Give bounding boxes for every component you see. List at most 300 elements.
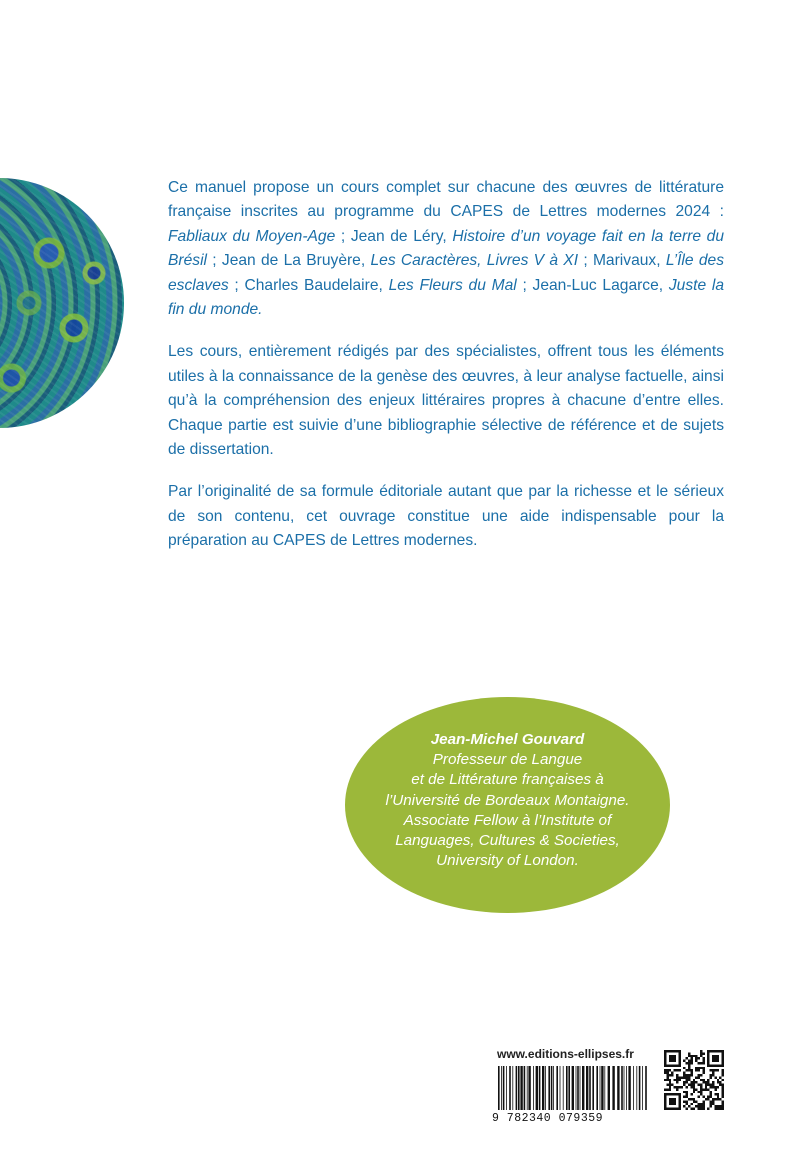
qr-module	[683, 1067, 685, 1069]
qr-module	[707, 1050, 709, 1052]
qr-module	[707, 1088, 709, 1090]
barcode-bar	[576, 1066, 577, 1110]
qr-module	[705, 1081, 707, 1083]
author-bio-line: l’Université de Bordeaux Montaigne.	[385, 791, 630, 809]
qr-module	[717, 1108, 719, 1110]
qr-module	[664, 1103, 666, 1105]
qr-module	[664, 1100, 666, 1102]
qr-module	[714, 1105, 716, 1107]
qr-module	[722, 1069, 724, 1071]
qr-module	[664, 1050, 666, 1052]
qr-module	[678, 1050, 680, 1052]
qr-module	[669, 1074, 671, 1076]
qr-module	[695, 1105, 697, 1107]
qr-module	[666, 1084, 668, 1086]
qr-module	[722, 1050, 724, 1052]
qr-module	[714, 1064, 716, 1066]
qr-module	[700, 1055, 702, 1057]
qr-module	[671, 1100, 673, 1102]
qr-module	[722, 1064, 724, 1066]
barcode-bar	[589, 1066, 591, 1110]
barcode-bar	[600, 1066, 601, 1110]
qr-module	[710, 1074, 712, 1076]
work-title: Fabliaux du Moyen-Age	[168, 227, 336, 245]
qr-module	[678, 1103, 680, 1105]
author-bio-oval	[345, 697, 670, 913]
qr-module	[664, 1105, 666, 1107]
qr-module	[664, 1057, 666, 1059]
qr-module	[674, 1064, 676, 1066]
qr-module	[702, 1052, 704, 1054]
qr-module	[666, 1079, 668, 1081]
qr-module	[690, 1062, 692, 1064]
qr-module	[717, 1069, 719, 1071]
barcode-bar	[572, 1066, 574, 1110]
qr-module	[678, 1057, 680, 1059]
qr-module	[712, 1098, 714, 1100]
qr-module	[705, 1086, 707, 1088]
barcode-bar	[553, 1066, 554, 1110]
qr-module	[666, 1050, 668, 1052]
barcode-bar	[586, 1066, 588, 1110]
qr-module	[712, 1057, 714, 1059]
qr-module	[717, 1086, 719, 1088]
qr-module	[674, 1100, 676, 1102]
qr-module	[674, 1055, 676, 1057]
qr-module	[686, 1100, 688, 1102]
qr-module	[702, 1072, 704, 1074]
qr-module	[719, 1050, 721, 1052]
author-bio-line: Languages, Cultures & Societies,	[395, 832, 620, 850]
qr-module	[678, 1105, 680, 1107]
qr-module	[717, 1057, 719, 1059]
qr-module	[707, 1055, 709, 1057]
qr-module	[678, 1086, 680, 1088]
barcode-bar	[501, 1066, 502, 1110]
qr-module	[702, 1096, 704, 1098]
barcode-bar	[612, 1066, 614, 1110]
barcode-bar	[516, 1066, 518, 1110]
qr-module	[712, 1084, 714, 1086]
qr-module	[700, 1105, 702, 1107]
qr-module	[690, 1103, 692, 1105]
qr-module	[710, 1064, 712, 1066]
qr-module	[717, 1055, 719, 1057]
qr-module	[681, 1076, 683, 1078]
qr-module	[714, 1050, 716, 1052]
qr-module	[676, 1050, 678, 1052]
qr-module	[722, 1055, 724, 1057]
barcode-bar	[645, 1066, 647, 1110]
barcode-bar	[556, 1066, 558, 1110]
author-bio-line: et de Littérature françaises à	[411, 771, 604, 789]
qr-module	[686, 1086, 688, 1088]
qr-module	[722, 1088, 724, 1090]
qr-module	[686, 1074, 688, 1076]
barcode-bar	[566, 1066, 568, 1110]
description-text-run: ; Marivaux,	[578, 252, 666, 270]
qr-module	[686, 1062, 688, 1064]
qr-module	[671, 1108, 673, 1110]
qr-module	[698, 1108, 700, 1110]
qr-module	[722, 1074, 724, 1076]
qr-module	[722, 1108, 724, 1110]
qr-module	[712, 1100, 714, 1102]
qr-module	[707, 1084, 709, 1086]
qr-module	[717, 1050, 719, 1052]
qr-module	[688, 1064, 690, 1066]
barcode-bar	[498, 1066, 500, 1110]
qr-module	[676, 1076, 678, 1078]
qr-module	[690, 1093, 692, 1095]
qr-module	[712, 1064, 714, 1066]
qr-module	[710, 1093, 712, 1095]
barcode-bar	[528, 1066, 530, 1110]
qr-module	[705, 1098, 707, 1100]
description-paragraph-1	[168, 176, 724, 322]
qr-module	[714, 1060, 716, 1062]
qr-module	[710, 1096, 712, 1098]
barcode-bar	[626, 1066, 627, 1110]
qr-module	[678, 1052, 680, 1054]
qr-module	[669, 1088, 671, 1090]
qr-module	[686, 1081, 688, 1083]
barcode-bar	[518, 1066, 520, 1110]
qr-module	[666, 1093, 668, 1095]
barcode-bar	[639, 1066, 641, 1110]
qr-module	[717, 1079, 719, 1081]
qr-module	[664, 1079, 666, 1081]
qr-module	[676, 1074, 678, 1076]
qr-module	[669, 1093, 671, 1095]
qr-module	[700, 1074, 702, 1076]
qr-module	[705, 1084, 707, 1086]
qr-module	[683, 1105, 685, 1107]
qr-module	[678, 1079, 680, 1081]
qr-module	[719, 1076, 721, 1078]
barcode-bar	[582, 1066, 584, 1110]
qr-module	[695, 1057, 697, 1059]
qr-module	[664, 1096, 666, 1098]
description-text-run: ; Jean-Luc Lagarce,	[516, 276, 669, 294]
qr-module	[676, 1079, 678, 1081]
qr-module	[664, 1072, 666, 1074]
description-text-run: ; Jean de Léry,	[335, 227, 453, 245]
qr-module	[676, 1108, 678, 1110]
qr-module	[695, 1100, 697, 1102]
qr-module	[702, 1069, 704, 1071]
qr-module	[693, 1108, 695, 1110]
qr-module	[722, 1084, 724, 1086]
qr-module	[669, 1086, 671, 1088]
qr-module	[700, 1091, 702, 1093]
qr-code	[664, 1050, 724, 1110]
qr-module	[686, 1093, 688, 1095]
qr-module	[688, 1074, 690, 1076]
qr-module	[678, 1100, 680, 1102]
barcode-bar	[568, 1066, 570, 1110]
qr-module	[714, 1088, 716, 1090]
qr-module	[700, 1052, 702, 1054]
qr-module	[717, 1098, 719, 1100]
qr-module	[688, 1079, 690, 1081]
qr-module	[678, 1108, 680, 1110]
qr-module	[676, 1093, 678, 1095]
qr-module	[717, 1081, 719, 1083]
qr-module	[678, 1076, 680, 1078]
qr-module	[702, 1079, 704, 1081]
qr-module	[707, 1096, 709, 1098]
qr-module	[690, 1060, 692, 1062]
qr-module	[722, 1060, 724, 1062]
author-bio-line: Professeur de Langue	[432, 751, 583, 769]
back-cover-description	[168, 176, 724, 572]
qr-module	[698, 1069, 700, 1071]
qr-module	[671, 1064, 673, 1066]
qr-module	[722, 1093, 724, 1095]
qr-module	[714, 1069, 716, 1071]
qr-module	[722, 1100, 724, 1102]
qr-module	[700, 1093, 702, 1095]
qr-module	[700, 1108, 702, 1110]
qr-module	[688, 1062, 690, 1064]
qr-module	[669, 1064, 671, 1066]
qr-module	[722, 1062, 724, 1064]
qr-module	[700, 1088, 702, 1090]
qr-module	[678, 1062, 680, 1064]
barcode-bar	[548, 1066, 550, 1110]
qr-module	[676, 1064, 678, 1066]
peacock-feather-image	[0, 178, 124, 428]
qr-module	[707, 1064, 709, 1066]
qr-module	[702, 1100, 704, 1102]
qr-module	[693, 1055, 695, 1057]
qr-module	[669, 1103, 671, 1105]
qr-module	[710, 1050, 712, 1052]
qr-module	[678, 1096, 680, 1098]
qr-module	[707, 1062, 709, 1064]
qr-module	[686, 1079, 688, 1081]
qr-module	[695, 1088, 697, 1090]
barcode-bar	[624, 1066, 625, 1110]
qr-module	[702, 1060, 704, 1062]
barcode-bar	[520, 1066, 522, 1110]
qr-module	[688, 1060, 690, 1062]
qr-module	[686, 1076, 688, 1078]
qr-module	[714, 1055, 716, 1057]
qr-module	[714, 1086, 716, 1088]
qr-module	[664, 1093, 666, 1095]
qr-module	[674, 1060, 676, 1062]
barcode-bar	[542, 1066, 544, 1110]
qr-module	[683, 1100, 685, 1102]
qr-module	[714, 1108, 716, 1110]
qr-module	[702, 1103, 704, 1105]
qr-module	[717, 1093, 719, 1095]
qr-module	[683, 1091, 685, 1093]
qr-module	[717, 1105, 719, 1107]
barcode-bar	[596, 1066, 598, 1110]
qr-module	[695, 1055, 697, 1057]
qr-module	[717, 1096, 719, 1098]
qr-module	[688, 1069, 690, 1071]
qr-module	[683, 1084, 685, 1086]
qr-module	[693, 1086, 695, 1088]
qr-module	[702, 1081, 704, 1083]
qr-module	[690, 1108, 692, 1110]
qr-module	[688, 1105, 690, 1107]
qr-module	[669, 1057, 671, 1059]
qr-module	[688, 1098, 690, 1100]
barcode-bar	[527, 1066, 528, 1110]
qr-module	[695, 1081, 697, 1083]
qr-module	[707, 1098, 709, 1100]
qr-module	[666, 1076, 668, 1078]
qr-module	[664, 1062, 666, 1064]
qr-module	[695, 1069, 697, 1071]
qr-module	[666, 1072, 668, 1074]
qr-module	[710, 1076, 712, 1078]
qr-module	[674, 1093, 676, 1095]
qr-module	[683, 1096, 685, 1098]
work-title: Juste la fin du monde.	[168, 276, 725, 319]
qr-module	[688, 1052, 690, 1054]
qr-module	[693, 1100, 695, 1102]
qr-module	[676, 1081, 678, 1083]
barcode-bar	[512, 1066, 513, 1110]
qr-module	[719, 1084, 721, 1086]
qr-module	[674, 1050, 676, 1052]
qr-module	[702, 1067, 704, 1069]
qr-module	[719, 1064, 721, 1066]
work-title: Histoire d’un voyage fait en la terre du Brésil	[168, 227, 724, 270]
qr-module	[664, 1055, 666, 1057]
barcode-bar	[545, 1066, 546, 1110]
qr-module	[671, 1074, 673, 1076]
qr-module	[712, 1086, 714, 1088]
barcode-bar	[577, 1066, 579, 1110]
barcode-bar	[503, 1066, 505, 1110]
qr-module	[712, 1074, 714, 1076]
qr-module	[671, 1084, 673, 1086]
qr-module	[669, 1069, 671, 1071]
qr-module	[698, 1103, 700, 1105]
barcode-bar	[509, 1066, 511, 1110]
qr-module	[714, 1098, 716, 1100]
qr-module	[702, 1057, 704, 1059]
qr-module	[705, 1088, 707, 1090]
barcode-bar	[533, 1066, 534, 1110]
qr-module	[698, 1076, 700, 1078]
qr-module	[671, 1103, 673, 1105]
author-name: Jean-Michel Gouvard	[430, 731, 585, 748]
qr-module	[698, 1062, 700, 1064]
barcode-bar	[621, 1066, 623, 1110]
qr-module	[707, 1060, 709, 1062]
qr-module	[702, 1062, 704, 1064]
qr-module	[666, 1074, 668, 1076]
barcode-bar	[551, 1066, 553, 1110]
qr-module	[674, 1086, 676, 1088]
author-bio-line: Associate Fellow à l’Institute of	[403, 811, 612, 829]
qr-module	[690, 1086, 692, 1088]
barcode-bar	[604, 1066, 605, 1110]
qr-module	[669, 1079, 671, 1081]
qr-module	[683, 1081, 685, 1083]
barcode-bar	[524, 1066, 526, 1110]
qr-module	[698, 1105, 700, 1107]
barcode-bar	[580, 1066, 581, 1110]
qr-module	[710, 1103, 712, 1105]
qr-module	[702, 1088, 704, 1090]
qr-module	[710, 1069, 712, 1071]
qr-module	[700, 1067, 702, 1069]
qr-module	[722, 1105, 724, 1107]
qr-module	[722, 1057, 724, 1059]
qr-module	[676, 1086, 678, 1088]
publisher-website: www.editions-ellipses.fr	[497, 1047, 634, 1061]
isbn-barcode	[492, 1066, 652, 1116]
qr-module	[690, 1081, 692, 1083]
qr-module	[674, 1108, 676, 1110]
qr-module	[669, 1084, 671, 1086]
qr-module	[714, 1057, 716, 1059]
qr-module	[671, 1098, 673, 1100]
qr-module	[698, 1067, 700, 1069]
qr-module	[671, 1050, 673, 1052]
qr-module	[669, 1060, 671, 1062]
qr-module	[693, 1081, 695, 1083]
qr-module	[664, 1088, 666, 1090]
qr-module	[686, 1091, 688, 1093]
work-title: L’Île des esclaves	[168, 252, 724, 294]
qr-module	[719, 1098, 721, 1100]
qr-module	[700, 1084, 702, 1086]
qr-module	[710, 1105, 712, 1107]
description-paragraph-3: Par l’originalité de sa formule éditoriale autant que par la richesse et le sérieux de son contenu, cet ouvrage constitue une aide indispensable pour la préparation au CAPES de Lettres modernes.	[168, 483, 724, 550]
qr-module	[695, 1060, 697, 1062]
qr-module	[690, 1084, 692, 1086]
qr-module	[674, 1098, 676, 1100]
qr-module	[686, 1096, 688, 1098]
qr-module	[693, 1084, 695, 1086]
barcode-bar	[628, 1066, 630, 1110]
qr-module	[669, 1055, 671, 1057]
qr-module	[664, 1108, 666, 1110]
qr-module	[690, 1057, 692, 1059]
qr-module	[698, 1096, 700, 1098]
qr-module	[710, 1091, 712, 1093]
description-paragraph-2: Les cours, entièrement rédigés par des spécialistes, offrent tous les éléments utiles à la connaissance de la genèse des œuvres, à leur analyse factuelle, ainsi qu’à la compréhension des enjeux littéraires propres à chacune d’entre elles. Chaque partie est suivie d’une bibliographie sélective de référence et de sujets de dissertation.	[168, 343, 724, 459]
barcode-bar	[617, 1066, 619, 1110]
qr-module	[688, 1055, 690, 1057]
qr-module	[707, 1052, 709, 1054]
qr-module	[690, 1072, 692, 1074]
qr-module	[693, 1088, 695, 1090]
qr-module	[693, 1098, 695, 1100]
qr-module	[695, 1067, 697, 1069]
qr-module	[717, 1064, 719, 1066]
qr-module	[664, 1069, 666, 1071]
qr-module	[693, 1079, 695, 1081]
qr-module	[719, 1081, 721, 1083]
qr-module	[698, 1074, 700, 1076]
qr-module	[707, 1057, 709, 1059]
qr-module	[702, 1108, 704, 1110]
description-text-run: ; Charles Baudelaire,	[228, 276, 389, 294]
qr-module	[674, 1079, 676, 1081]
qr-module	[686, 1108, 688, 1110]
